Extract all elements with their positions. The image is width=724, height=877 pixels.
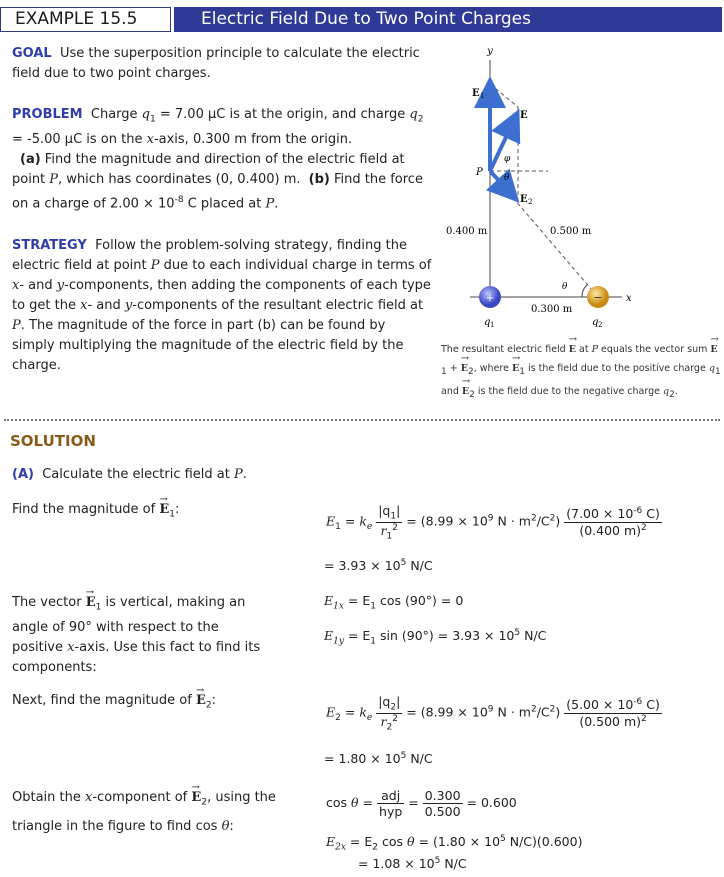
m-e2-sub: 2 xyxy=(335,713,341,724)
m-e2x: E xyxy=(326,834,336,850)
q1-symbol: q xyxy=(141,107,150,122)
step3-text: Next, find the magnitude of xyxy=(12,693,192,708)
m-e2x-c: cos xyxy=(382,834,404,850)
x-axis-label: x xyxy=(626,293,632,304)
step4-x: x xyxy=(85,790,93,805)
m-n2u: C) xyxy=(646,697,660,713)
part-b-end: . xyxy=(274,195,279,211)
strategy-x: x xyxy=(12,278,20,293)
fig-q1-sub: 1 xyxy=(490,321,495,329)
m-hyp: hyp xyxy=(379,804,403,819)
step4-a: Obtain the xyxy=(12,790,81,805)
goal-text: Use the superposition principle to calculate the electric field due to two point charges. xyxy=(12,46,420,81)
m-eq2: = xyxy=(344,704,356,720)
m-e1x-c: cos (90°) = 0 xyxy=(380,593,464,608)
step-2 xyxy=(12,593,272,678)
strategy-text-2: due to each individual charge in terms of xyxy=(163,258,432,273)
m-cu2b: 2 xyxy=(530,704,537,715)
fig-q1-label: q xyxy=(484,317,491,328)
m-frac-q1 xyxy=(376,503,402,541)
strategy-text-6: -components of the resultant electric field at xyxy=(132,298,424,313)
m-e2x-sub: 2x xyxy=(335,842,346,853)
problem-text-2: = 7.00 μC is at the origin, and charge xyxy=(159,107,406,122)
part-b-text: Find the force on a charge of 2.00 × 10 xyxy=(12,171,423,211)
m-cunit2b: /C xyxy=(536,704,550,720)
cap-e2b-sub: 2 xyxy=(469,389,475,400)
m-e1y-rs: 1 xyxy=(370,636,377,647)
m-d1: (0.400 m) xyxy=(579,522,642,538)
m-r1: r xyxy=(380,522,387,538)
m-re1: = 3.93 × 10 xyxy=(324,558,401,574)
phi-label: φ xyxy=(504,154,511,164)
q2-symbol: q xyxy=(409,107,418,122)
m-e1x: E xyxy=(324,593,334,608)
strategy-y: y xyxy=(56,278,65,293)
m-d1e: 2 xyxy=(641,522,647,533)
m-const1: = (8.99 × 10 xyxy=(406,513,488,529)
m-e2x-th: θ xyxy=(407,834,415,850)
m-theta: θ xyxy=(351,795,359,810)
m-r1-exp: 2 xyxy=(392,522,398,533)
part-a-heading xyxy=(12,465,412,485)
step-1 xyxy=(12,500,292,525)
cap-t7: is the field due to the negative charge xyxy=(477,385,660,397)
goal-block xyxy=(12,44,432,84)
dist-vertical: 0.400 m xyxy=(446,226,488,237)
strategy-p: P xyxy=(150,258,160,273)
m-r1-sub: 1 xyxy=(386,531,393,542)
cap-t5: is the field due to the positive charge xyxy=(528,363,706,374)
problem-text-3: = -5.00 μC is on the xyxy=(12,131,143,147)
step2-c: -axis. Use this fact to find its components: xyxy=(12,639,261,675)
step4-sub: 2 xyxy=(201,797,208,808)
m-cunit1b: /C xyxy=(536,513,550,529)
fig-q2-label: q xyxy=(592,317,599,328)
step4-b: -component of xyxy=(92,790,188,805)
fig-p-label: P xyxy=(476,167,483,178)
part-b-exp: -8 xyxy=(174,194,184,205)
part-a-text: Find the magnitude and direction of the electric field at point xyxy=(12,151,405,187)
cap-e2b: → E xyxy=(462,382,469,401)
m-eq4: = xyxy=(408,795,419,810)
step4-colon: : xyxy=(229,818,234,834)
m-e1y-sub: 1y xyxy=(333,636,344,647)
m-k2: k xyxy=(359,704,367,720)
m-e2: E xyxy=(326,704,336,720)
cap-t6: and xyxy=(441,385,459,397)
m-const2: = (8.99 × 10 xyxy=(406,704,488,720)
step2-e: → E xyxy=(86,593,96,613)
m-e1y-u: N/C xyxy=(524,628,547,644)
m-re2u: N/C xyxy=(410,751,433,767)
eq-cos-theta xyxy=(326,788,517,819)
m-cunit1: N · m xyxy=(497,513,531,529)
m-r600: = 0.600 xyxy=(466,795,517,810)
problem-text-1: Charge xyxy=(90,107,138,122)
theta-arc xyxy=(582,285,587,297)
m-v300: 0.300 xyxy=(424,788,461,803)
m-e1y-c: sin (90°) = 3.93 × 10 xyxy=(380,628,515,644)
m-e1x-r: = E xyxy=(347,593,371,608)
fig-e1-sub: 1 xyxy=(480,92,485,100)
q2-sign: − xyxy=(593,291,603,304)
m-frac-q2 xyxy=(376,694,402,732)
m-frac-1 xyxy=(564,506,662,537)
cap-q1: q xyxy=(708,363,715,374)
point-p: P xyxy=(49,171,59,187)
eq-e1x xyxy=(324,593,463,612)
dist-horizontal: 0.300 m xyxy=(531,304,573,315)
field-diagram xyxy=(440,44,724,340)
sol-a-text: Calculate the electric field at xyxy=(42,467,230,482)
m-cunit2c: ) xyxy=(555,704,561,720)
m-r2-exp: 2 xyxy=(392,713,398,724)
fig-q2-sub: 2 xyxy=(598,321,603,329)
m-e2x-rs: 2 xyxy=(372,842,379,853)
cap-e: → E xyxy=(569,340,576,359)
m-e1y-r: = E xyxy=(347,628,371,644)
cap-q1-sub: 1 xyxy=(714,366,721,377)
m-d2e: 2 xyxy=(641,713,647,724)
m-cu3b: 2 xyxy=(549,704,556,715)
cap-e1-sub: 1 xyxy=(441,366,447,377)
cap-plus: + xyxy=(449,363,458,374)
cap-q2-sub: 2 xyxy=(669,389,675,400)
eq-e2-result xyxy=(324,751,433,766)
problem-text-4: -axis, 0.300 m from the origin. xyxy=(153,131,353,147)
m-e2x-vu: N/C)(0.600) xyxy=(509,834,583,850)
strategy-head: STRATEGY xyxy=(12,238,87,253)
step1-colon: : xyxy=(175,502,180,517)
step3-sub: 2 xyxy=(205,700,212,711)
x-symbol: x xyxy=(146,131,154,147)
m-ke1: e xyxy=(366,522,373,533)
part-b-text-2: C placed at xyxy=(187,195,262,211)
m-e2x-fe: 5 xyxy=(434,856,441,866)
m-cu2a: 2 xyxy=(530,513,537,524)
fig-e2-sub: 2 xyxy=(528,198,533,206)
y-axis-label: y xyxy=(487,46,493,57)
eq-e2x xyxy=(326,834,582,853)
cap-t2: at xyxy=(579,344,589,355)
m-e1y-e: 5 xyxy=(514,628,521,638)
solution-head: SOLUTION xyxy=(10,432,96,450)
eq-e1 xyxy=(326,503,662,541)
m-frac-2 xyxy=(564,697,662,728)
eq-e1-result xyxy=(324,558,433,573)
m-frac-num xyxy=(423,788,463,819)
cap-e2-sub: 2 xyxy=(468,366,474,377)
strategy-text-5: - and xyxy=(87,298,121,313)
cap-t1: The resultant electric field xyxy=(441,344,566,355)
theta-label: θ xyxy=(504,173,510,183)
m-r2: r xyxy=(380,713,387,729)
q1-sign: + xyxy=(485,293,495,304)
m-cu3a: 2 xyxy=(549,513,556,524)
problem-head: PROBLEM xyxy=(12,107,83,122)
m-r2-sub: 2 xyxy=(386,722,393,733)
m-eq1: = xyxy=(344,513,356,529)
m-cexp1: 9 xyxy=(487,513,494,524)
step4-e: → E xyxy=(191,786,201,809)
m-cexp2: 9 xyxy=(487,704,494,715)
section-divider xyxy=(4,419,720,421)
e2-vector xyxy=(490,171,514,197)
m-v500: 0.500 xyxy=(424,804,461,819)
cap-e1b-sub: 1 xyxy=(519,366,525,377)
step4-c: , using the triangle in the figure to find cos xyxy=(12,790,276,834)
strategy-p-2: P xyxy=(12,318,21,333)
m-re1u: N/C xyxy=(410,558,433,574)
m-frac-adj xyxy=(377,788,404,819)
cap-p: P xyxy=(591,344,599,355)
m-e2x-r: = E xyxy=(349,834,373,850)
m-eq3: = xyxy=(362,795,374,810)
part-a-text-2: , which has coordinates (0, 0.400) m. xyxy=(58,171,301,187)
point-p-2: P xyxy=(265,195,275,211)
m-n1e: -6 xyxy=(633,506,643,517)
strategy-text-3: - and xyxy=(19,278,53,293)
step1-e: → E xyxy=(159,500,169,520)
example-title: Electric Field Due to Two Point Charges xyxy=(174,7,722,32)
cap-e1: → E xyxy=(710,340,717,359)
cap-end: . xyxy=(674,385,678,397)
m-ke2: e xyxy=(366,713,373,724)
m-cunit1c: ) xyxy=(555,513,561,529)
strategy-text-7: . The magnitude of the force in part (b) can be found by simply multiplying the magnitude of the electric field by the charge. xyxy=(12,318,404,373)
cap-t3: equals the vector sum xyxy=(601,344,708,355)
step2-b: is vertical, making an angle of 90° with respect to the positive xyxy=(12,595,246,655)
m-absq1: |q xyxy=(378,503,391,518)
m-n2: (5.00 × 10 xyxy=(566,697,634,713)
m-absq2-end: | xyxy=(396,694,401,709)
sol-a-dot: . xyxy=(242,467,247,482)
m-n1: (7.00 × 10 xyxy=(566,506,634,522)
m-absq2: |q xyxy=(378,694,391,709)
eq-e1y xyxy=(324,628,546,647)
m-e2x-f: = 1.08 × 10 xyxy=(358,856,435,872)
m-absq1-end: | xyxy=(396,503,401,518)
cap-t4: , where xyxy=(473,363,509,374)
step1-sub: 1 xyxy=(169,509,176,520)
problem-block xyxy=(12,105,432,214)
m-absq1-sub: 1 xyxy=(390,511,397,522)
theta2-label: θ xyxy=(562,282,568,292)
fig-e-label: E xyxy=(520,110,528,121)
q1-sub: 1 xyxy=(150,114,156,125)
step2-a: The vector xyxy=(12,595,82,610)
strategy-y-2: y xyxy=(124,298,133,313)
m-n2e: -6 xyxy=(633,697,643,708)
cap-q2: q xyxy=(663,385,670,397)
m-e1x-rs: 1 xyxy=(370,601,377,612)
step-4 xyxy=(12,786,282,838)
cap-e2: → E xyxy=(461,359,468,378)
step1-text: Find the magnitude of xyxy=(12,502,156,517)
step4-theta: θ xyxy=(221,818,230,834)
strategy-text-1: Follow the problem-solving strategy, finding the electric field at point xyxy=(12,238,407,273)
m-e1y: E xyxy=(324,628,334,644)
m-e1-sub: 1 xyxy=(335,522,341,533)
example-label: EXAMPLE 15.5 xyxy=(0,7,171,32)
m-re2e: 5 xyxy=(400,751,407,761)
q2-sub: 2 xyxy=(417,114,424,125)
strategy-block xyxy=(12,236,432,376)
m-cunit2: N · m xyxy=(497,704,531,720)
goal-head: GOAL xyxy=(12,46,52,61)
sol-a-label: (A) xyxy=(12,467,34,482)
m-n1u: C) xyxy=(646,506,660,522)
m-e1x-sub: 1x xyxy=(333,601,344,612)
step3-e: → E xyxy=(196,691,206,711)
cap-e1b: → E xyxy=(512,359,519,378)
m-adj: adj xyxy=(377,788,404,804)
eq-e2 xyxy=(326,694,662,732)
m-d2: (0.500 m) xyxy=(579,713,642,729)
step-3 xyxy=(12,691,292,716)
strategy-x-2: x xyxy=(80,298,88,313)
m-re1e: 5 xyxy=(400,558,407,568)
m-e2x-ve: 5 xyxy=(500,834,506,844)
sol-a-p: P xyxy=(234,467,243,482)
m-e2x-v: = (1.80 × 10 xyxy=(418,834,501,850)
step2-x: x xyxy=(67,639,75,655)
eq-e2x-result xyxy=(358,856,467,871)
example-header xyxy=(0,7,722,32)
m-e2x-fu: N/C xyxy=(444,856,467,872)
step2-sub: 1 xyxy=(95,602,102,613)
e-resultant-vector xyxy=(490,116,516,171)
step3-colon: : xyxy=(211,693,216,708)
m-re2: = 1.80 × 10 xyxy=(324,751,401,767)
fig-e2-label: E xyxy=(520,194,528,205)
m-cos: cos xyxy=(326,795,348,810)
figure-caption xyxy=(441,340,721,405)
part-b-label: (b) xyxy=(308,171,330,187)
dist-hypotenuse: 0.500 m xyxy=(550,226,592,237)
m-k1: k xyxy=(359,513,367,529)
m-e1: E xyxy=(326,513,336,529)
m-absq2-sub: 2 xyxy=(390,702,397,713)
fig-e1-label: E xyxy=(472,88,480,99)
parallelogram-top xyxy=(490,84,518,107)
part-a-label: (a) xyxy=(20,151,41,167)
strategy-text-4: -components, then adding the components of each type to get the xyxy=(12,278,431,313)
